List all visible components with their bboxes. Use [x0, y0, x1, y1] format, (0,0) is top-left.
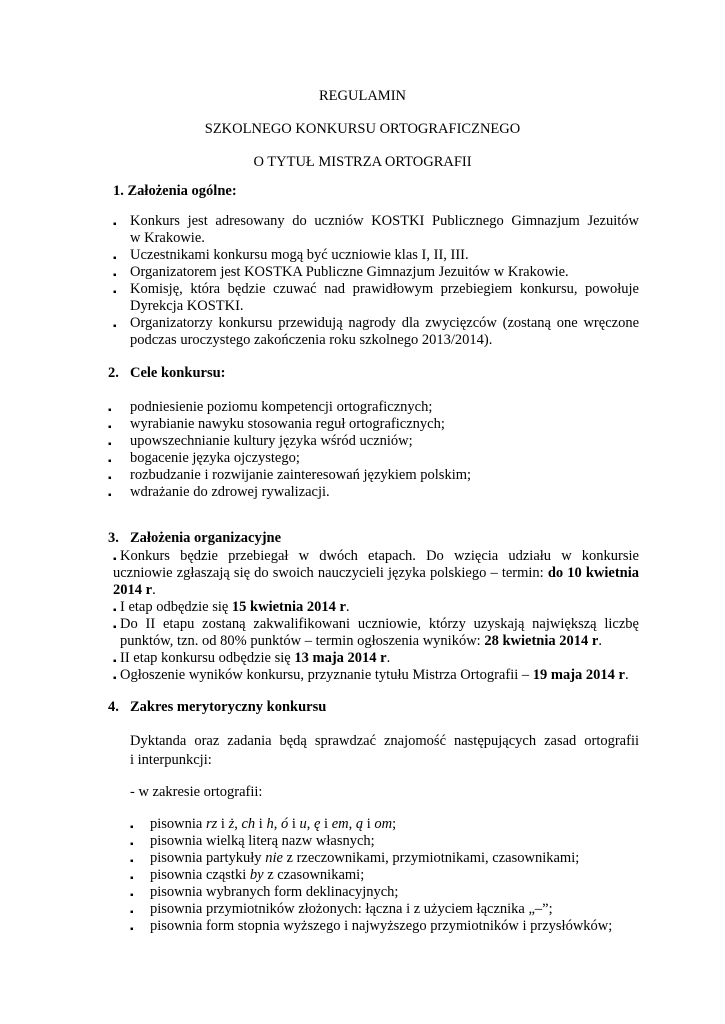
- paragraph-line: punktów, tzn. od 80% punktów – termin ogłoszenia wyników: 28 kwietnia 2014 r.: [120, 633, 602, 649]
- section-4-subheading: - w zakresie ortografii:: [130, 784, 263, 800]
- section-2-number: 2.: [108, 365, 119, 381]
- list-item: pisownia cząstki by z czasownikami;: [150, 867, 365, 883]
- list-bullet: ▪: [108, 439, 112, 450]
- list-item: pisownia przymiotników złożonych: łączna i z użyciem łącznika „–”;: [150, 901, 553, 917]
- section-4-intro-line: Dyktanda oraz zadania będą sprawdzać znajomość następujących zasad ortografii: [130, 733, 639, 749]
- list-item-line: podczas uroczystego zakończenia roku szkolnego 2013/2014).: [130, 332, 493, 348]
- list-item: rozbudzanie i rozwijanie zainteresowań językiem polskim;: [130, 467, 472, 483]
- list-item-line: Komisję, która będzie czuwać nad prawidłowym przebiegiem konkursu, powołuje: [130, 281, 639, 297]
- list-bullet: ▪: [130, 822, 134, 833]
- list-bullet: ▪: [113, 270, 117, 281]
- section-4-title: Zakres merytoryczny konkursu: [130, 699, 327, 715]
- list-item-line: Dyrekcja KOSTKI.: [130, 298, 244, 314]
- list-item: wyrabianie nawyku stosowania reguł ortograficznych;: [130, 416, 445, 432]
- list-item: upowszechnianie kultury języka wśród uczniów;: [130, 433, 413, 449]
- list-bullet: ▪: [130, 839, 134, 850]
- list-bullet: ▪: [108, 473, 112, 484]
- paragraph-line: uczniowie zgłaszają się do swoich nauczycieli języka polskiego – termin: do 10 kwietnia: [113, 565, 640, 581]
- list-item-line: Organizatorem jest KOSTKA Publiczne Gimnazjum Jezuitów w Krakowie.: [130, 264, 569, 280]
- section-4-intro-line: i interpunkcji:: [130, 752, 212, 768]
- list-item-line: w Krakowie.: [130, 230, 205, 246]
- list-item: pisownia wielką literą nazw własnych;: [150, 833, 375, 849]
- list-bullet: ▪: [108, 405, 112, 416]
- list-bullet: ▪: [108, 422, 112, 433]
- title-line-3: O TYTUŁ MISTRZA ORTOGRAFII: [253, 154, 472, 170]
- list-item: wdrażanie do zdrowej rywalizacji.: [130, 484, 330, 500]
- list-bullet: ▪: [130, 907, 134, 918]
- list-bullet: ▪: [113, 673, 117, 684]
- list-item: bogacenie języka ojczystego;: [130, 450, 300, 466]
- list-bullet: ▪: [113, 554, 117, 565]
- list-item: pisownia wybranych form deklinacyjnych;: [150, 884, 399, 900]
- paragraph-line: Konkurs będzie przebiegał w dwóch etapach. Do wzięcia udziału w konkursie: [120, 548, 639, 564]
- section-3-number: 3.: [108, 530, 119, 546]
- list-bullet: ▪: [130, 924, 134, 935]
- list-bullet: ▪: [130, 856, 134, 867]
- section-2-title: Cele konkursu:: [130, 365, 226, 381]
- title-line-1: REGULAMIN: [319, 88, 406, 104]
- list-bullet: ▪: [113, 219, 117, 230]
- paragraph-line: Ogłoszenie wyników konkursu, przyznanie tytułu Mistrza Ortografii – 19 maja 2014 r.: [120, 667, 629, 683]
- list-bullet: ▪: [113, 622, 117, 633]
- paragraph-line: II etap konkursu odbędzie się 13 maja 2014 r.: [120, 650, 391, 666]
- section-3-heading: [108, 530, 282, 548]
- section-4-heading: [108, 699, 327, 717]
- list-bullet: ▪: [108, 490, 112, 501]
- list-item: pisownia rz i ż, ch i h, ó i u, ę i em, ą i om;: [150, 816, 397, 832]
- section-1-heading: 1. Założenia ogólne:: [113, 183, 237, 199]
- section-3-title: Założenia organizacyjne: [130, 530, 282, 546]
- list-item-line: Konkurs jest adresowany do uczniów KOSTKI Publicznego Gimnazjum Jezuitów: [130, 213, 639, 229]
- list-item-line: Uczestnikami konkursu mogą być uczniowie klas I, II, III.: [130, 247, 469, 263]
- paragraph-line: Do II etapu zostaną zakwalifikowani uczniowie, którzy uzyskają największą liczbę: [120, 616, 639, 632]
- list-bullet: ▪: [130, 873, 134, 884]
- list-bullet: ▪: [113, 253, 117, 264]
- list-item: podniesienie poziomu kompetencji ortograficznych;: [130, 399, 433, 415]
- list-bullet: ▪: [113, 656, 117, 667]
- list-item: pisownia form stopnia wyższego i najwyższego przymiotników i przysłówków;: [150, 918, 613, 934]
- section-4-number: 4.: [108, 699, 119, 715]
- list-bullet: ▪: [113, 287, 117, 298]
- list-bullet: ▪: [130, 890, 134, 901]
- list-bullet: ▪: [108, 456, 112, 467]
- list-item: pisownia partykuły nie z rzeczownikami, przymiotnikami, czasownikami;: [150, 850, 580, 866]
- section-2-heading: [108, 365, 226, 383]
- paragraph-line: 2014 r.: [113, 582, 156, 598]
- list-bullet: ▪: [113, 605, 117, 616]
- paragraph-line: I etap odbędzie się 15 kwietnia 2014 r.: [120, 599, 350, 615]
- list-item-line: Organizatorzy konkursu przewidują nagrody dla zwycięzców (zostaną one wręczone: [130, 315, 639, 331]
- title-line-2: SZKOLNEGO KONKURSU ORTOGRAFICZNEGO: [204, 121, 521, 137]
- list-bullet: ▪: [113, 321, 117, 332]
